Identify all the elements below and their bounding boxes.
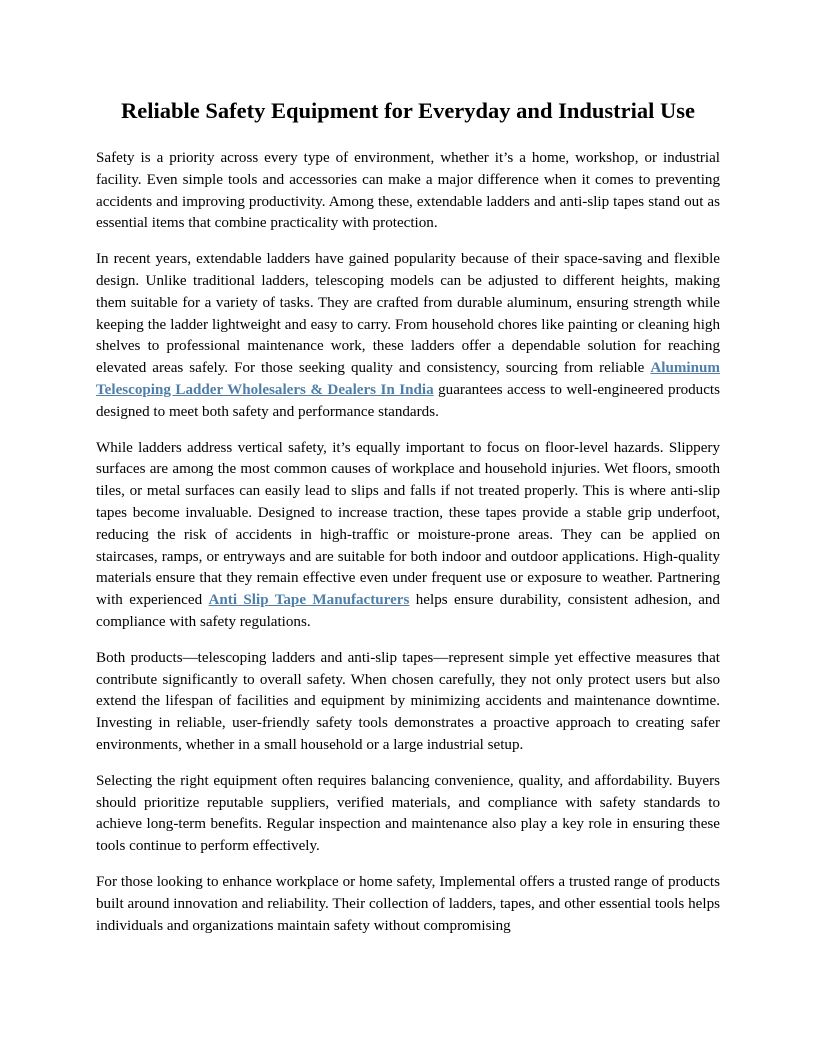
paragraph-text: guarantees access to well-engineered products designed to meet both safety and performance standards. [96, 381, 720, 420]
paragraph-text: In recent years, extendable ladders have gained popularity because of their space-saving and flexible design. Unlike traditional ladders, telescoping models can be adjusted to different heights, making them suitable for a variety of tasks. They are crafted from durable aluminum, ensuring strength while keeping the ladder lightweight and easy to carry. From household chores like painting or cleaning high shelves to professional maintenance work, these ladders offer a dependable solution for reaching elevated areas safely. For those seeking quality and consistency, sourcing from reliable [96, 251, 720, 377]
document-page [96, 97, 720, 951]
anti-slip-tape-link[interactable]: Anti Slip Tape Manufacturers [208, 592, 410, 609]
paragraph-anti-slip [96, 438, 720, 634]
paragraph-selecting: Selecting the right equipment often requires balancing convenience, quality, and affordability. Buyers should prioritize reputable suppliers, verified materials, and compliance with safety standards to achieve long-term benefits. Regular inspection and maintenance also play a key role in ensuring these tools continue to perform effectively. [96, 772, 720, 855]
paragraph-intro: Safety is a priority across every type of environment, whether it’s a home, workshop, or industrial facility. Even simple tools and accessories can make a major difference when it comes to preventing accidents and improving productivity. Among these, extendable ladders and anti-slip tapes stand out as essential items that combine practicality with protection. [96, 150, 720, 232]
paragraph-ladders [96, 249, 720, 423]
document-title: Reliable Safety Equipment for Everyday and Industrial Use [120, 98, 695, 123]
paragraph-implemental: For those looking to enhance workplace or home safety, Implemental offers a trusted range of products built around innovation and reliability. Their collection of ladders, tapes, and other essential tools helps individuals and organizations maintain safety without compromising [96, 873, 720, 934]
ladder-wholesalers-link[interactable]: Aluminum Telescoping Ladder Wholesalers & Dealers In India [96, 360, 720, 398]
paragraph-both-products: Both products—telescoping ladders and anti-slip tapes—represent simple yet effective measures that contribute significantly to overall safety. When chosen carefully, they not only protect users but also extend the lifespan of facilities and equipment by minimizing accidents and maintenance downtime. Investing in reliable, user-friendly safety tools demonstrates a proactive approach to creating safer environments, whether in a small household or a large industrial setup. [96, 649, 720, 753]
paragraph-text: While ladders address vertical safety, it’s equally important to focus on floor-level hazards. Slippery surfaces are among the most common causes of workplace and household injuries. Wet floors, smooth tiles, or metal surfaces can easily lead to slips and falls if not treated properly. This is where anti-slip tapes become invaluable. Designed to increase traction, these tapes provide a stable grip underfoot, reducing the risk of accidents in high-traffic or moisture-prone areas. They can be applied on staircases, ramps, or entryways and are suitable for both indoor and outdoor applications. High-quality materials ensure that they remain effective even under frequent use or exposure to weather. Partnering with experienced [96, 439, 720, 609]
paragraph-text: helps ensure durability, consistent adhesion, and compliance with safety regulations. [96, 592, 720, 630]
